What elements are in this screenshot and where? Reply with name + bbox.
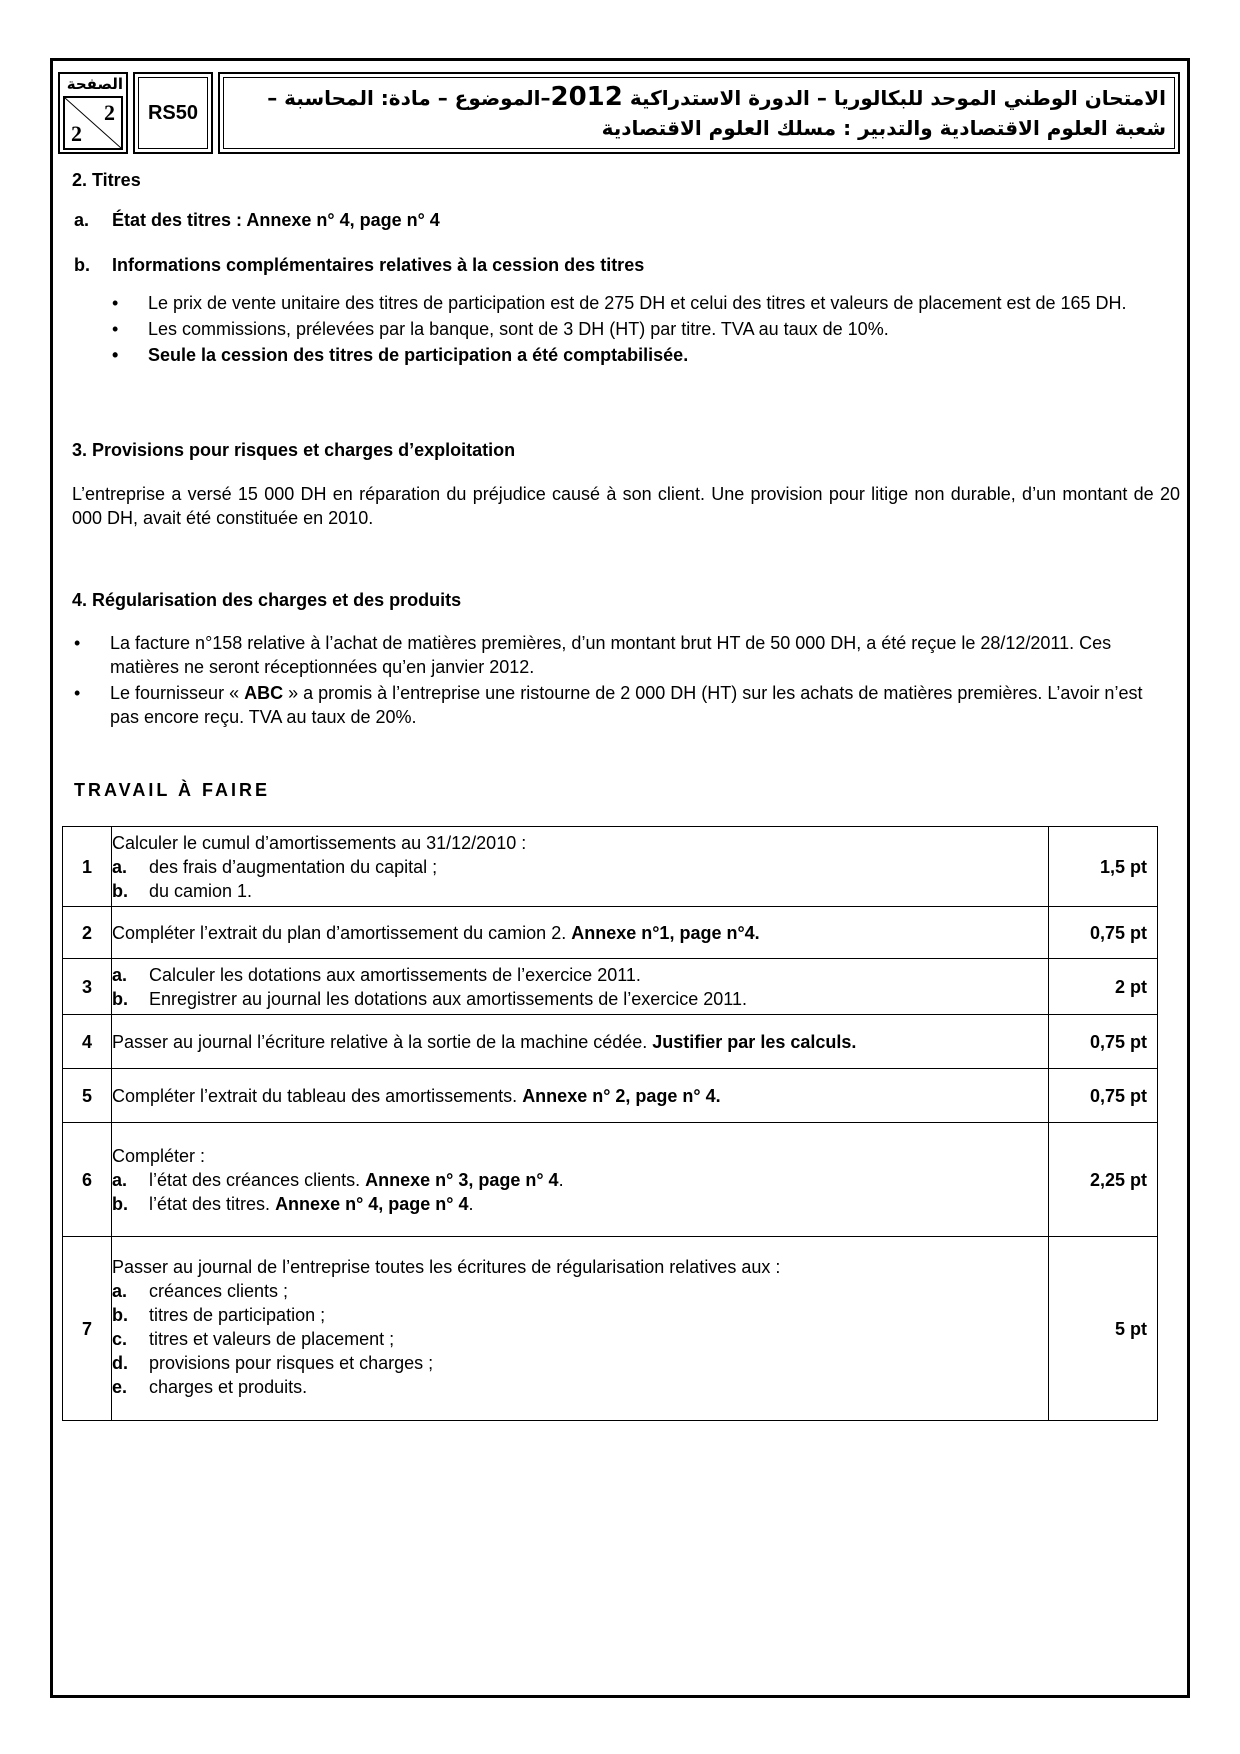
page-label: الصفحة bbox=[66, 75, 123, 93]
task-number: 3 bbox=[63, 959, 112, 1015]
task-description: Passer au journal de l’entreprise toutes les écritures de régularisation relatives aux : a. créances clients ; b. titres de participation ; c. titres et valeurs de placement ; d. provisions pour risques et charges ; e. charges et produits. bbox=[112, 1237, 1049, 1421]
task-description: Calculer le cumul d’amortissements au 31/12/2010 : a. des frais d’augmentation du capital ; b. du camion 1. bbox=[112, 827, 1049, 907]
task-number: 1 bbox=[63, 827, 112, 907]
table-row bbox=[63, 1069, 1158, 1123]
task-points: 2 pt bbox=[1049, 959, 1158, 1015]
task-points: 5 pt bbox=[1049, 1237, 1158, 1421]
task-description: a. Calculer les dotations aux amortissements de l’exercice 2011. b. Enregistrer au journal les dotations aux amortissements de l’exercice 2011. bbox=[112, 959, 1049, 1015]
list-item: • Le fournisseur « ABC » a promis à l’entreprise une ristourne de 2 000 DH (HT) sur les achats de matières premières. L’avoir n’est pas encore reçu. TVA au taux de 20%. bbox=[110, 681, 1170, 729]
task-description: Compléter : a. l’état des créances clients. Annexe n° 3, page n° 4. b. l’état des titres. Annexe n° 4, page n° 4. bbox=[112, 1123, 1049, 1237]
task-points: 1,5 pt bbox=[1049, 827, 1158, 907]
table-row bbox=[63, 959, 1158, 1015]
exam-title-line2: شعبة العلوم الاقتصادية والتدبير : مسلك العلوم الاقتصادية bbox=[601, 116, 1166, 140]
task-points: 0,75 pt bbox=[1049, 1015, 1158, 1069]
exam-code: RS50 bbox=[138, 77, 208, 149]
exam-title-line1: الامتحان الوطني الموحد للبكالوريا – الدورة الاستدراكية 2012–الموضوع – مادة: المحاسبة – bbox=[267, 82, 1166, 112]
table-row bbox=[63, 827, 1158, 907]
exam-title bbox=[223, 77, 1175, 149]
task-description: Passer au journal l’écriture relative à la sortie de la machine cédée. Justifier par les calculs. bbox=[112, 1015, 1049, 1069]
section-regularisation-heading: 4. Régularisation des charges et des produits bbox=[72, 590, 462, 610]
task-points: 0,75 pt bbox=[1049, 907, 1158, 959]
titres-item-a: a. État des titres : Annexe n° 4, page n° 4 bbox=[74, 210, 440, 230]
task-description: Compléter l’extrait du plan d’amortissement du camion 2. Annexe n°1, page n°4. bbox=[112, 907, 1049, 959]
provisions-text: L’entreprise a versé 15 000 DH en réparation du préjudice causé à son client. Une provision pour litige non durable, d’un montant de 20 000 DH, avait été constituée en 2010. bbox=[72, 484, 1180, 528]
travail-heading: TRAVAIL À FAIRE bbox=[74, 780, 271, 800]
task-points: 2,25 pt bbox=[1049, 1123, 1158, 1237]
task-number: 7 bbox=[63, 1237, 112, 1421]
page-fraction bbox=[63, 96, 123, 150]
section-titres-heading: 2. Titres bbox=[72, 170, 141, 190]
task-number: 5 bbox=[63, 1069, 112, 1123]
titres-bullet-list bbox=[148, 291, 1178, 369]
table-row bbox=[63, 1123, 1158, 1237]
titres-item-b: b. Informations complémentaires relatives à la cession des titres bbox=[74, 255, 645, 275]
page-total: 2 bbox=[71, 121, 82, 146]
page-current: 2 bbox=[104, 100, 115, 125]
task-points: 0,75 pt bbox=[1049, 1069, 1158, 1123]
list-item: • Le prix de vente unitaire des titres de participation est de 275 DH et celui des titres et valeurs de placement est de 165 DH. bbox=[148, 291, 1178, 315]
task-number: 4 bbox=[63, 1015, 112, 1069]
exam-title-box bbox=[218, 72, 1180, 154]
page-number-box bbox=[58, 72, 128, 154]
task-number: 2 bbox=[63, 907, 112, 959]
list-item: • Seule la cession des titres de participation a été comptabilisée. bbox=[148, 343, 1178, 367]
tasks-table bbox=[62, 826, 1158, 1421]
list-item: • Les commissions, prélevées par la banque, sont de 3 DH (HT) par titre. TVA au taux de 10%. bbox=[148, 317, 1178, 341]
exam-code-box bbox=[133, 72, 213, 154]
table-row bbox=[63, 1015, 1158, 1069]
task-description: Compléter l’extrait du tableau des amortissements. Annexe n° 2, page n° 4. bbox=[112, 1069, 1049, 1123]
table-row bbox=[63, 1237, 1158, 1421]
table-row bbox=[63, 907, 1158, 959]
task-number: 6 bbox=[63, 1123, 112, 1237]
regularisation-bullet-list bbox=[110, 631, 1170, 731]
section-provisions-heading: 3. Provisions pour risques et charges d’exploitation bbox=[72, 440, 516, 460]
exam-year: 2012 bbox=[550, 82, 623, 112]
list-item: • La facture n°158 relative à l’achat de matières premières, d’un montant brut HT de 50 000 DH, a été reçue le 28/12/2011. Ces matières ne seront réceptionnées qu’en janvier 2012. bbox=[110, 631, 1170, 679]
